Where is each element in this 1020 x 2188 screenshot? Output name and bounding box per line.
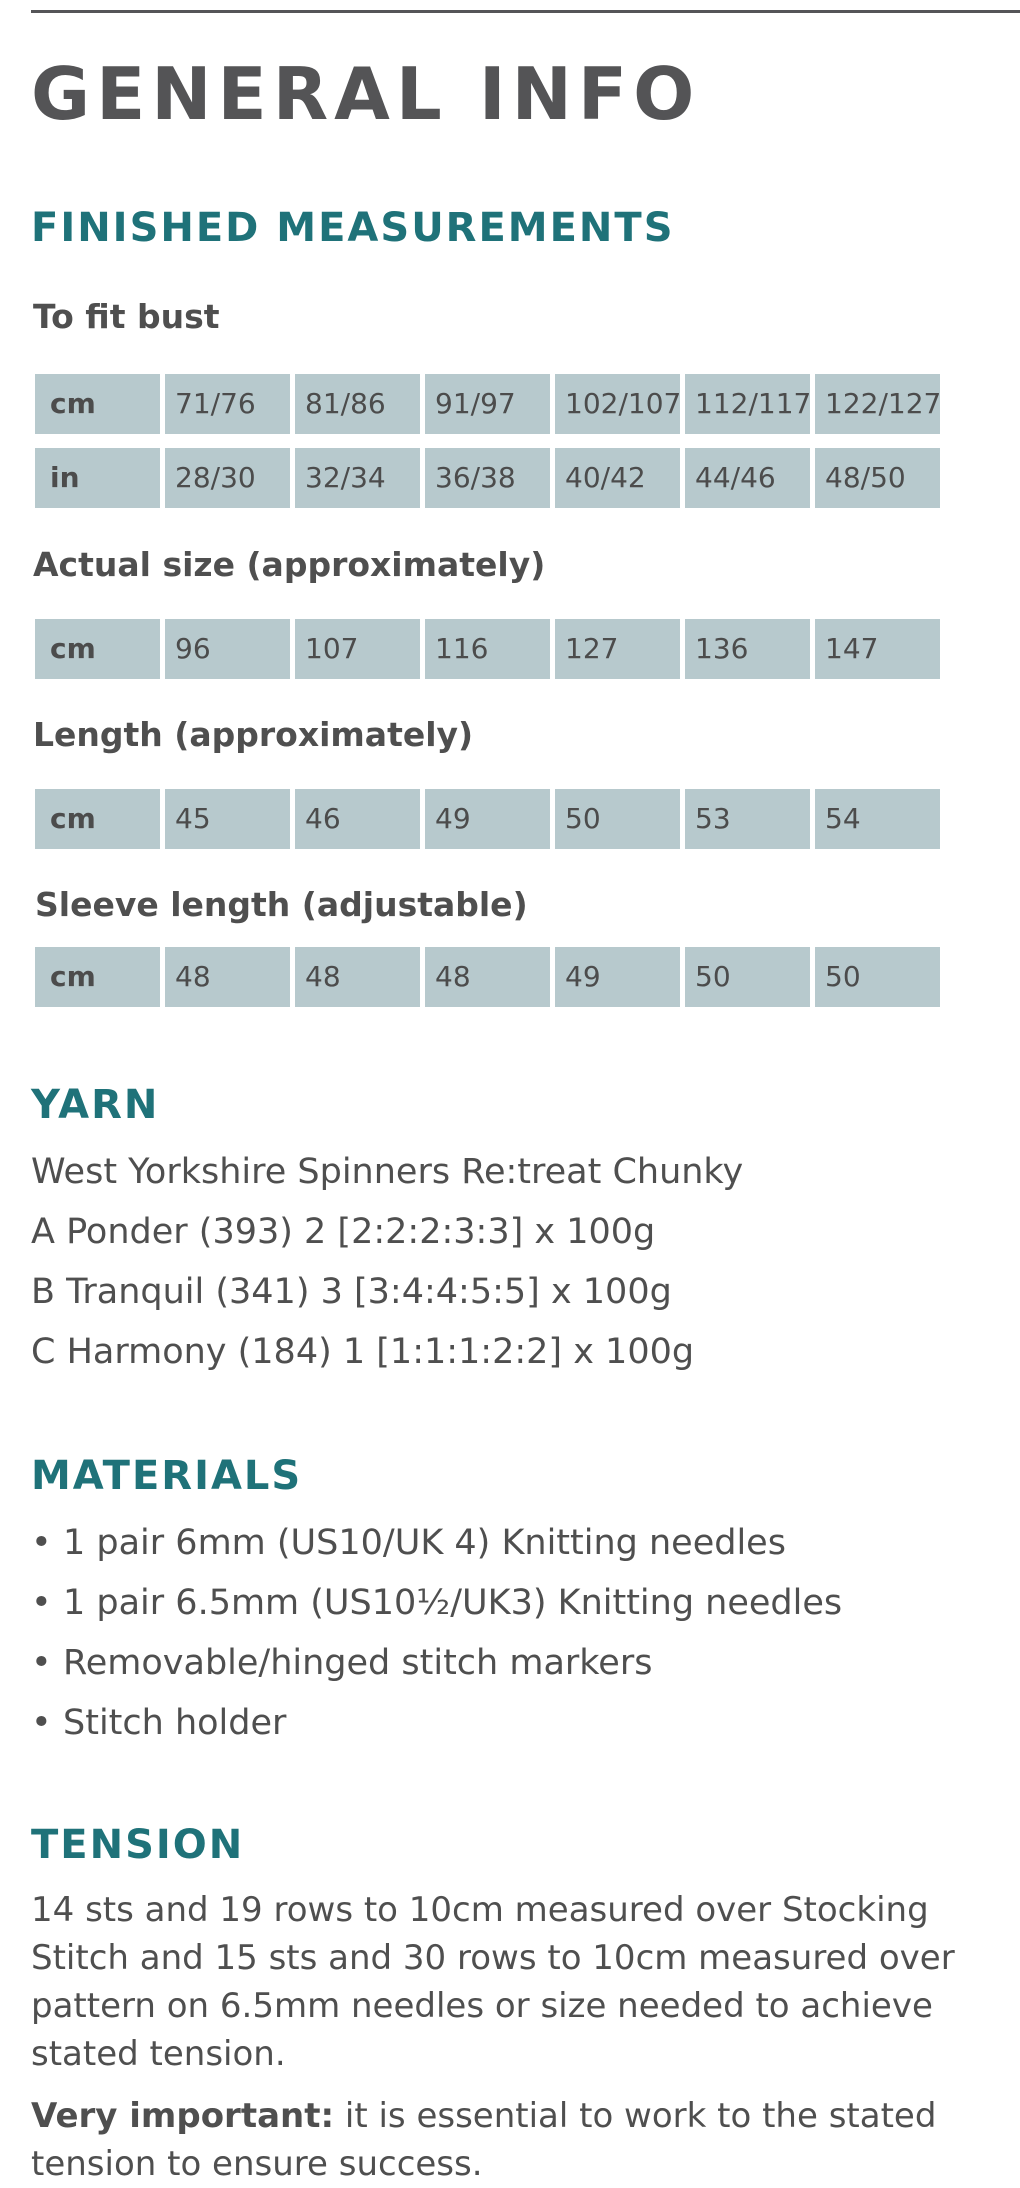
materials-list-item: [31, 1523, 786, 1563]
size-cell: 96: [165, 619, 290, 679]
size-cell: 91/97: [425, 374, 550, 434]
size-cell: 50: [555, 789, 680, 849]
bullet-icon: •: [31, 1703, 52, 1743]
actual-size-label: Actual size (approximately): [33, 545, 546, 584]
size-cell: 50: [685, 947, 810, 1007]
size-cell: 46: [295, 789, 420, 849]
materials-list-item: [31, 1643, 653, 1683]
materials-item-text: 1 pair 6mm (US10/UK 4) Knitting needles: [63, 1523, 786, 1563]
size-cell: 116: [425, 619, 550, 679]
size-cell: 50: [815, 947, 940, 1007]
size-cell: 48: [165, 947, 290, 1007]
size-cell: 107: [295, 619, 420, 679]
important-label: Very important:: [31, 2096, 335, 2136]
size-cell: 53: [685, 789, 810, 849]
size-cell: 40/42: [555, 448, 680, 508]
size-cell: 102/107: [555, 374, 680, 434]
size-cell: 127: [555, 619, 680, 679]
bullet-icon: •: [31, 1643, 52, 1683]
page-title: GENERAL INFO: [31, 52, 701, 136]
unit-cell: in: [35, 448, 160, 508]
size-cell: 122/127: [815, 374, 940, 434]
size-cell: 45: [165, 789, 290, 849]
size-cell: 36/38: [425, 448, 550, 508]
bullet-icon: •: [31, 1523, 52, 1563]
sleeve-length-label: Sleeve length (adjustable): [35, 885, 528, 924]
yarn-line: B Tranquil (341) 3 [3:4:4:5:5] x 100g: [31, 1272, 672, 1312]
size-cell: 81/86: [295, 374, 420, 434]
tension-paragraph: 14 sts and 19 rows to 10cm measured over Stocking Stitch and 15 sts and 30 rows to 10cm measured over pattern on 6.5mm needles or size needed to achieve stated tension.: [31, 1890, 955, 2074]
important-text: it is essential to work to the stated tension to ensure success.: [31, 2096, 937, 2184]
materials-item-text: Stitch holder: [63, 1703, 287, 1743]
unit-cell: cm: [35, 374, 160, 434]
yarn-heading: YARN: [31, 1082, 160, 1128]
top-divider: [31, 10, 1020, 13]
yarn-line: West Yorkshire Spinners Re:treat Chunky: [31, 1152, 744, 1192]
yarn-line: C Harmony (184) 1 [1:1:1:2:2] x 100g: [31, 1332, 695, 1372]
length-label: Length (approximately): [33, 715, 474, 754]
unit-cell: cm: [35, 947, 160, 1007]
yarn-line: A Ponder (393) 2 [2:2:2:3:3] x 100g: [31, 1212, 656, 1252]
tension-important-note: [31, 2092, 991, 2188]
materials-item-text: 1 pair 6.5mm (US10½/UK3) Knitting needles: [63, 1583, 843, 1623]
size-cell: 54: [815, 789, 940, 849]
size-cell: 32/34: [295, 448, 420, 508]
size-cell: 28/30: [165, 448, 290, 508]
size-cell: 71/76: [165, 374, 290, 434]
size-cell: 147: [815, 619, 940, 679]
size-cell: 48: [295, 947, 420, 1007]
size-cell: 49: [425, 789, 550, 849]
unit-cell: cm: [35, 619, 160, 679]
size-cell: 49: [555, 947, 680, 1007]
materials-item-text: Removable/hinged stitch markers: [63, 1643, 653, 1683]
tension-heading: TENSION: [31, 1822, 245, 1868]
size-cell: 136: [685, 619, 810, 679]
finished-measurements-heading: FINISHED MEASUREMENTS: [31, 205, 675, 251]
to-fit-bust-label: To fit bust: [33, 297, 220, 336]
size-cell: 48/50: [815, 448, 940, 508]
unit-cell: cm: [35, 789, 160, 849]
materials-list-item: [31, 1703, 287, 1743]
size-cell: 48: [425, 947, 550, 1007]
bullet-icon: •: [31, 1583, 52, 1623]
size-cell: 44/46: [685, 448, 810, 508]
materials-heading: MATERIALS: [31, 1453, 303, 1499]
materials-list-item: [31, 1583, 843, 1623]
size-cell: 112/117: [685, 374, 810, 434]
